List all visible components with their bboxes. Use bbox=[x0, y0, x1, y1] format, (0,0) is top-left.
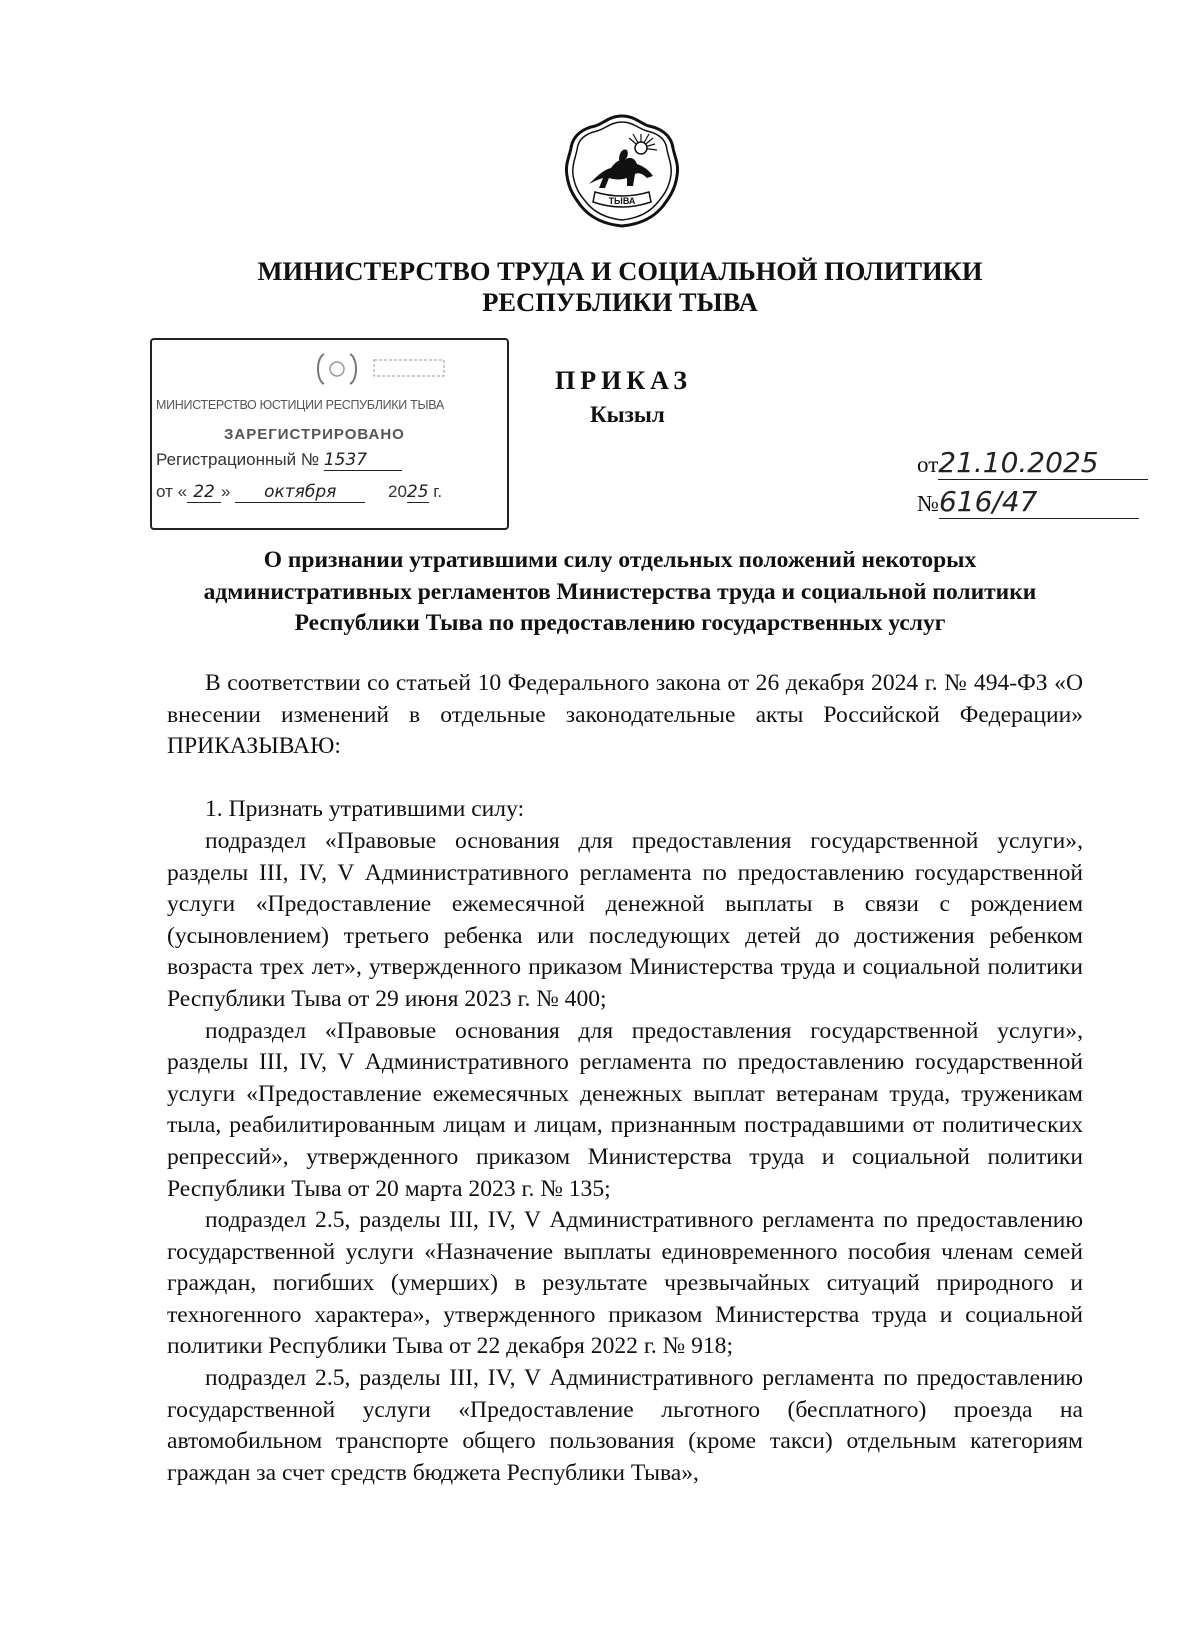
order-title: ПРИКАЗ bbox=[555, 366, 693, 395]
order-date bbox=[917, 446, 1148, 480]
stamp-reg-number-value: 1537 bbox=[324, 450, 402, 471]
order-number-value: 616/47 bbox=[939, 485, 1139, 519]
stamp-date bbox=[156, 482, 442, 503]
paragraph-3: подраздел 2.5, разделы III, IV, V Административного регламента по предоставлению государственной услуги «Назначение выплаты единовременного пособия членам семей граждан, погибших (умерших) в результате чрезвычайных ситуаций природного и техногенного характера», утвержденного приказом Министерства труда и социальной политики Республики Тыва от 22 декабря 2022 г. № 918; bbox=[167, 1207, 1083, 1360]
stamp-registration-number bbox=[156, 450, 402, 471]
order-number-label: № bbox=[917, 491, 939, 516]
document-body bbox=[167, 668, 1083, 1489]
intro-paragraph: В соответствии со статьей 10 Федерального закона от 26 декабря 2024 г. № 494-ФЗ «О внесении изменений в отдельные законодательные акты Российской Федерации» ПРИКАЗЫВАЮ: bbox=[167, 670, 1083, 760]
stamp-status: ЗАРЕГИСТРИРОВАНО bbox=[224, 426, 405, 443]
stamp-date-year-prefix: 20 bbox=[387, 482, 407, 501]
stamp-logo-icon bbox=[302, 348, 462, 390]
order-city: Кызыл bbox=[590, 402, 665, 427]
paragraph-1: подраздел «Правовые основания для предоставления государственной услуги», разделы III, IV, V Административного регламента по предоставлению государственной услуги «Предоставление ежемесячной денежной выплаты в связи с рождением (усыновлением) третьего ребенка или последующих детей до достижения ребенком возраста трех лет», утвержденного приказом Министерства труда и социальной политики Республики Тыва от 29 июня 2023 г. № 400; bbox=[167, 827, 1083, 1012]
order-date-value: 21.10.2025 bbox=[938, 446, 1148, 480]
stamp-date-end: г. bbox=[433, 482, 443, 501]
stamp-organization: МИНИСТЕРСТВО ЮСТИЦИИ РЕСПУБЛИКИ ТЫВА bbox=[156, 398, 444, 412]
document-heading bbox=[140, 545, 1100, 640]
stamp-reg-label: Регистрационный № bbox=[156, 450, 320, 469]
stamp-date-prefix: от « bbox=[156, 482, 188, 501]
coat-of-arms-emblem bbox=[563, 112, 681, 230]
svg-text:ТЫВА: ТЫВА bbox=[608, 196, 636, 206]
heading-line3: Республики Тыва по предоставлению государственных услуг bbox=[294, 610, 946, 636]
stamp-date-day: 22 bbox=[187, 482, 221, 503]
stamp-date-month: октября bbox=[235, 482, 365, 503]
ministry-name-line1: МИНИСТЕРСТВО ТРУДА И СОЦИАЛЬНОЙ ПОЛИТИКИ bbox=[257, 256, 983, 286]
tuva-coat-of-arms-icon bbox=[563, 112, 681, 230]
list-item-1: 1. Признать утратившими силу: bbox=[205, 796, 525, 823]
paragraph-2: подраздел «Правовые основания для предоставления государственной услуги», разделы III, IV, V Административного регламента по предоставлению государственной услуги «Предоставление ежемесячных денежных выплат ветеранам труда, труженикам тыла, реабилитированным лицам и лицам, признанным пострадавшими от политических репрессий», утвержденного приказом Министерства труда и социальной политики Республики Тыва от 20 марта 2023 г. № 135; bbox=[167, 1017, 1083, 1202]
ministry-name-line2: РЕСПУБЛИКИ ТЫВА bbox=[482, 287, 758, 317]
stamp-date-year-suffix: 25 bbox=[406, 482, 429, 502]
stamp-date-mid: » bbox=[221, 482, 231, 501]
heading-line2: административных регламентов Министерства труда и социальной политики bbox=[203, 578, 1037, 605]
order-date-label: от bbox=[917, 452, 939, 477]
paragraph-4: подраздел 2.5, разделы III, IV, V Административного регламента по предоставлению государственной услуги «Предоставление льготного (бесплатного) проезда на автомобильном транспорте общего пользования (кроме такси) отдельным категориям граждан за счет средств бюджета Республики Тыва», bbox=[167, 1365, 1083, 1486]
registration-stamp bbox=[150, 338, 509, 530]
heading-line1: О признании утратившими силу отдельных положений некоторых bbox=[263, 547, 977, 573]
order-number bbox=[917, 485, 1139, 519]
